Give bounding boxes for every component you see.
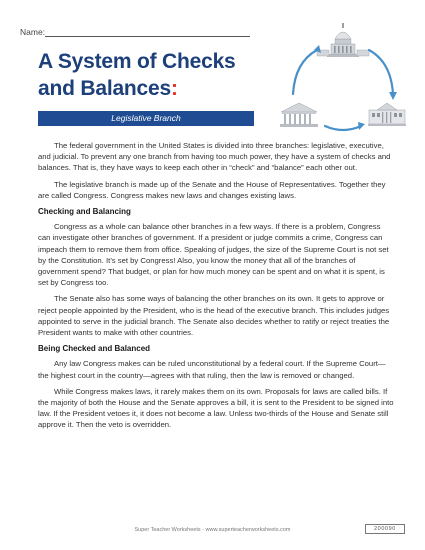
reading-passage	[38, 140, 394, 436]
branches-cycle-illustration	[273, 20, 413, 140]
section-banner: Legislative Branch	[38, 111, 254, 126]
paragraph-3: Congress as a whole can balance other branches in a few ways. If there is a problem, Congress can investigate other branches of government. If a president or judge commits a crime, Congress can impeach them to remove them from office. Speaking of judges, the size of the Supreme Court is not set by the Constitution. It’s set by Congress! Also, you know the money that all of the branches of government spend? That budget, or plan for how much money can be spent and on what it is spent, is set by Congress too.	[38, 222, 389, 288]
white-house-icon	[368, 103, 406, 126]
paragraph-2: The legislative branch is made up of the Senate and the House of Representatives. Together they are called Congress. Congress makes new laws and changes existing laws.	[38, 179, 386, 200]
page-title	[38, 48, 278, 102]
title-colon: :	[171, 77, 178, 100]
worksheet-code: 200090	[365, 524, 405, 534]
name-label: Name:	[20, 27, 46, 37]
title-line-2-text: and Balances	[38, 77, 171, 100]
title-line-2	[38, 75, 278, 102]
paragraph-6: While Congress makes laws, it rarely makes them on its own. Proposals for laws are called bills. If the majority of both the House and the Senate approves a bill, it is sent to the President to be signed into law. If the President vetoes it, it does not become a law. Unless two-thirds of the House and Senate still approve it. Then the veto is overridden.	[38, 386, 394, 430]
paragraph-4: The Senate also has some ways of balancing the other branches on its own. It gets to approve or reject people appointed by the President, who is the head of the executive branch. This includes judges appointed to serve in the judicial branch. The Senate also decides whether to ratify or reject treaties the President wants to make with other countries.	[38, 294, 390, 338]
supreme-court-icon	[280, 103, 318, 127]
footer-credit: Super Teacher Worksheets - www.superteacherworksheets.com	[134, 527, 291, 533]
heading-being-checked-and-balanced: Being Checked and Balanced	[38, 344, 151, 354]
paragraph-1: The federal government in the United States is divided into three branches: legislative, executive, and judicial. To prevent any one branch from having too much power, they have a system of checks and balances. That is, they have ways to keep each other in “check” and “balance” each other out.	[38, 141, 391, 173]
paragraph-5: Any law Congress makes can be ruled unconstitutional by a federal court. If the Supreme Court—the highest court in the country—agrees with that ruling, then the law is removed or changed.	[38, 359, 386, 380]
name-line	[45, 36, 250, 37]
title-line-1: A System of Checks	[38, 50, 236, 73]
capitol-icon	[317, 23, 369, 57]
name-field	[20, 27, 250, 41]
heading-checking-and-balancing: Checking and Balancing	[38, 207, 131, 217]
